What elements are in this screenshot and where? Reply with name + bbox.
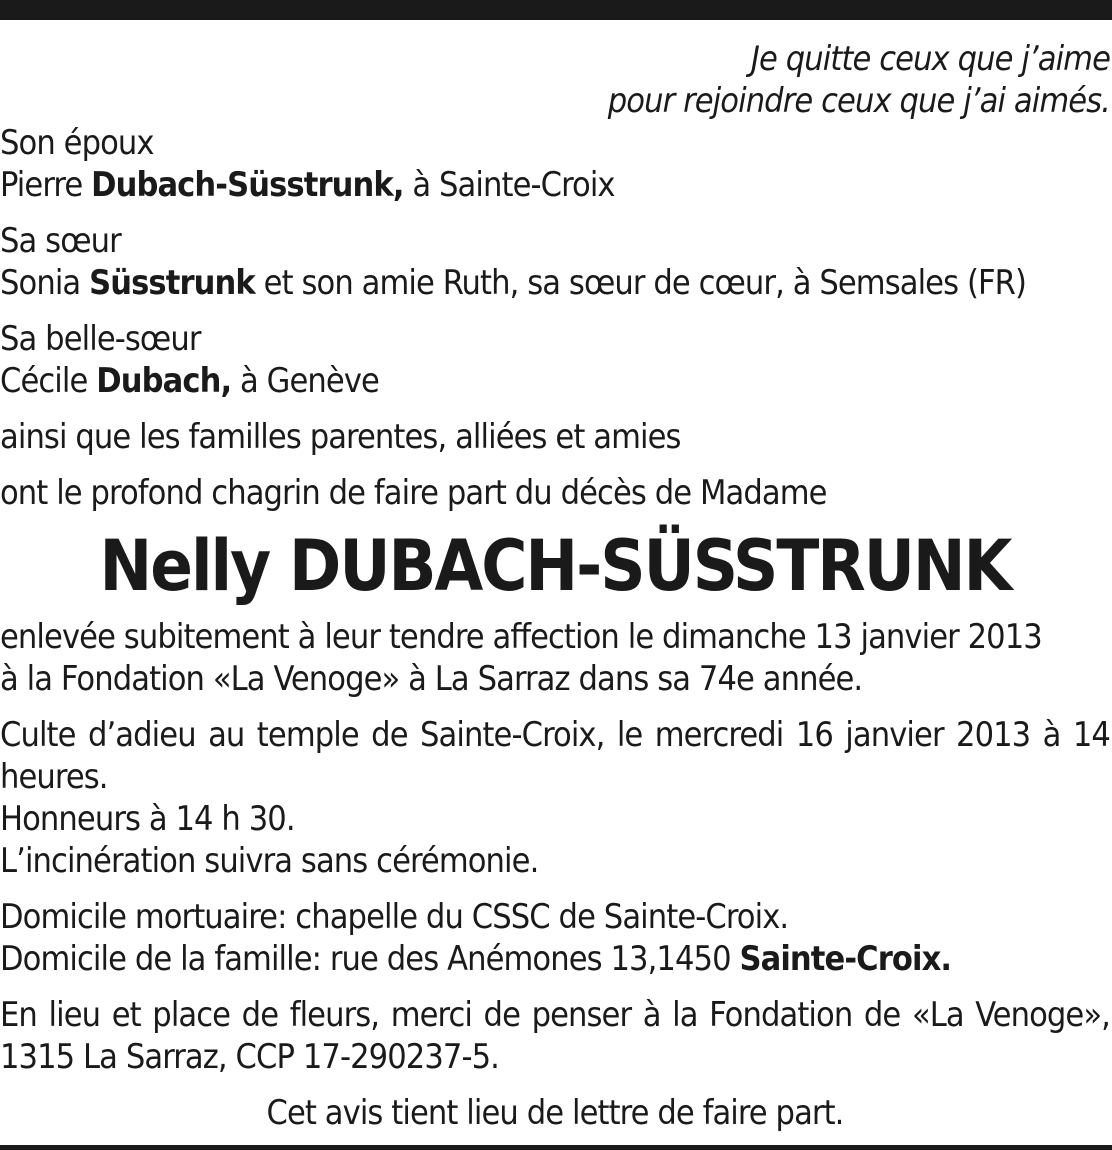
member-details: à Sainte-Croix xyxy=(412,165,615,205)
domicile-info xyxy=(0,896,1110,980)
relation-label: Sa sœur xyxy=(0,221,121,261)
quote-line-1: Je quitte ceux que j’aime xyxy=(750,39,1110,79)
relation-label: Son époux xyxy=(0,123,154,163)
family-member-spouse xyxy=(0,122,1110,206)
domicile-mortuaire: Domicile mortuaire: chapelle du CSSC de Sainte-Croix. xyxy=(0,897,789,937)
member-line xyxy=(0,262,1110,304)
epigraph-quote xyxy=(0,38,1110,122)
domicile-famille xyxy=(0,938,1110,980)
ceremony-info xyxy=(0,714,1110,882)
announcement-line: ont le profond chagrin de faire part du décès de Madame xyxy=(0,473,827,513)
first-name: Cécile xyxy=(0,361,88,401)
surname: Süsstrunk xyxy=(89,263,255,303)
ceremony-culte: Culte d’adieu au temple de Sainte-Croix, le mercredi 16 janvier 2013 à 14 heures. xyxy=(0,715,1110,797)
quote-line-2: pour rejoindre ceux que j’ai aimés. xyxy=(607,81,1110,121)
death-info-line-2: à la Fondation «La Venoge» à La Sarraz dans sa 74e année. xyxy=(0,659,863,699)
deceased-name: Nelly DUBACH-SÜSSTRUNK xyxy=(99,525,1011,607)
domicile-famille-city: Sainte-Croix. xyxy=(739,939,952,979)
ceremony-incineration: L’incinération suivra sans cérémonie. xyxy=(0,841,539,881)
first-name: Pierre xyxy=(0,165,83,205)
families-line: ainsi que les familles parentes, alliées et amies xyxy=(0,417,681,457)
obituary-notice xyxy=(0,38,1110,1148)
family-member-sister xyxy=(0,220,1110,304)
closing-note: Cet avis tient lieu de lettre de faire part. xyxy=(266,1093,844,1133)
domicile-famille-address: Domicile de la famille: rue des Anémones 13,1450 xyxy=(0,939,731,979)
death-info xyxy=(0,616,1110,700)
donation-request: En lieu et place de fleurs, merci de penser à la Fondation de «La Venoge», 1315 La Sarraz, CCP 17-290237-5. xyxy=(0,995,1110,1077)
death-info-line-1: enlevée subitement à leur tendre affection le dimanche 13 janvier 2013 xyxy=(0,617,1042,657)
family-member-sister-in-law xyxy=(0,318,1110,402)
top-rule xyxy=(0,0,1112,20)
first-name: Sonia xyxy=(0,263,81,303)
ceremony-honneurs: Honneurs à 14 h 30. xyxy=(0,799,295,839)
surname: Dubach-Süsstrunk, xyxy=(91,165,404,205)
surname: Dubach, xyxy=(96,361,232,401)
member-line xyxy=(0,360,1110,402)
bottom-rule xyxy=(0,1145,1112,1150)
member-details: et son amie Ruth, sa sœur de cœur, à Semsales (FR) xyxy=(263,263,1027,303)
relation-label: Sa belle-sœur xyxy=(0,319,201,359)
member-line xyxy=(0,164,1110,206)
member-details: à Genève xyxy=(240,361,379,401)
